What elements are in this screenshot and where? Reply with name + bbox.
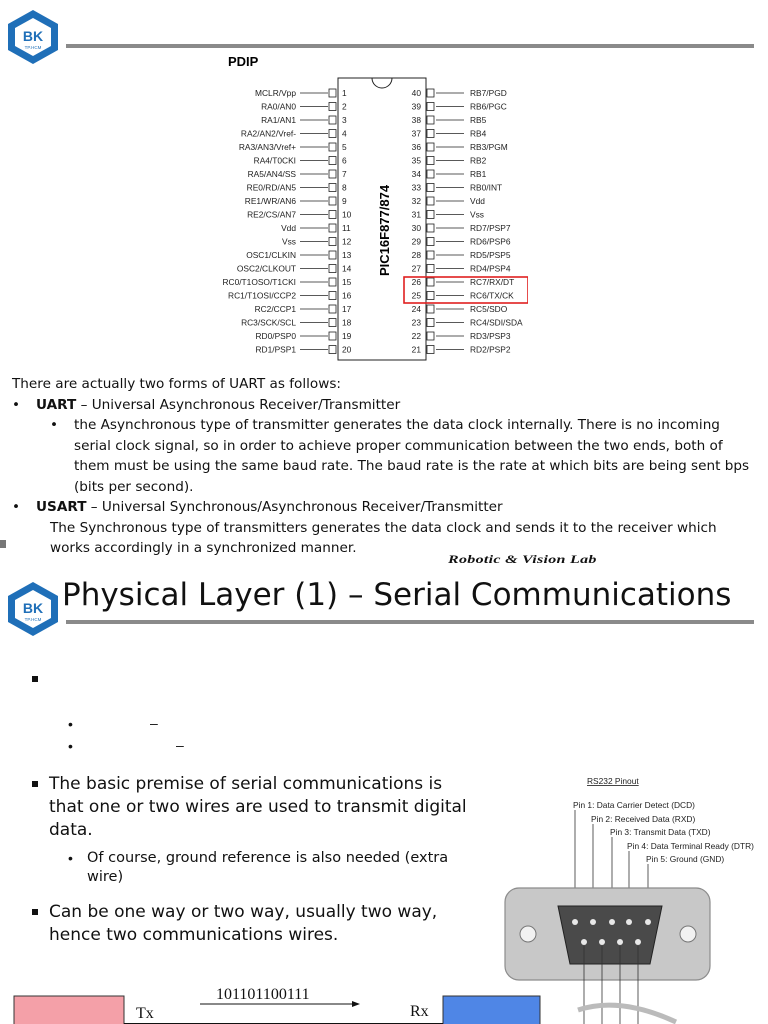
right-pin-number: 34 bbox=[411, 169, 421, 179]
pin-pad bbox=[427, 305, 434, 313]
bk-logo-svg bbox=[4, 580, 62, 638]
left-pin-label: OSC1/CLKIN bbox=[246, 250, 296, 260]
text-line: data. bbox=[49, 820, 93, 840]
pin-pad bbox=[427, 130, 434, 138]
right-pin-number: 40 bbox=[411, 88, 421, 98]
right-pin-number: 33 bbox=[411, 182, 421, 193]
logo-text: BK bbox=[22, 28, 44, 44]
usart-term: USART bbox=[36, 499, 87, 515]
right-pin-label: RD5/PSP5 bbox=[470, 250, 511, 260]
pin-pad bbox=[329, 224, 336, 232]
uart-sub-line: them must be using the same baud rate. The baud rate is the rate at which bits are being sent bps bbox=[74, 458, 750, 474]
right-pin-number: 37 bbox=[411, 128, 421, 139]
uart-sub-line: serial clock signal, so in order to achieve proper communication between the two ends, both of bbox=[74, 437, 723, 454]
right-pin-number: 23 bbox=[411, 317, 421, 328]
pin-pad bbox=[427, 292, 434, 300]
left-pin-number: 17 bbox=[342, 304, 352, 314]
logo-subtext: TP.HCM bbox=[24, 45, 42, 50]
pin-pad bbox=[329, 305, 336, 313]
usart-definition: – Universal Synchronous/Asynchronous Receiver/Transmitter bbox=[86, 499, 503, 515]
right-pin-number: 21 bbox=[411, 344, 421, 355]
uart-sub-bullet bbox=[12, 415, 760, 497]
right-pin-label: RB0/INT bbox=[470, 182, 503, 193]
right-pin-number: 27 bbox=[411, 263, 421, 274]
bit-stream: 101101100111 bbox=[216, 986, 310, 1003]
rs232-pin-5: Pin 5: Ground (GND) bbox=[646, 854, 725, 864]
right-pin-number: 22 bbox=[411, 331, 421, 341]
right-pin-label: RB6/PGC bbox=[470, 101, 507, 112]
pin-pad bbox=[329, 292, 336, 300]
pin-pad bbox=[427, 238, 434, 246]
right-pin-label: RD2/PSP2 bbox=[470, 344, 511, 355]
serial-transfer-illustration bbox=[0, 980, 560, 1024]
left-pin-number: 14 bbox=[342, 263, 352, 274]
uart-definition: – Universal Asynchronous Receiver/Transmitter bbox=[76, 396, 401, 413]
two-way-text bbox=[49, 901, 437, 947]
left-pin-label: RD0/PSP0 bbox=[255, 331, 296, 341]
left-pin-number: 8 bbox=[342, 182, 347, 193]
right-pin-label: RB7/PGD bbox=[470, 88, 507, 98]
logo-text: BK bbox=[22, 600, 44, 616]
pin-pad bbox=[427, 157, 434, 165]
left-pin-number: 15 bbox=[342, 277, 352, 287]
pin-pad bbox=[427, 103, 434, 111]
left-pin-label: RA1/AN1 bbox=[261, 115, 296, 125]
right-pin-number: 30 bbox=[411, 223, 421, 233]
right-pin-number: 39 bbox=[411, 101, 421, 112]
right-pin-label: RB2 bbox=[470, 155, 487, 166]
left-pin-label: Vdd bbox=[281, 223, 296, 233]
right-pin-label: RC4/SDI/SDA bbox=[470, 317, 523, 328]
uart-sub-line: (bits per second). bbox=[74, 478, 194, 495]
right-pin-label: RC7/RX/DT bbox=[470, 277, 515, 287]
uart-description bbox=[12, 374, 760, 559]
empty-dash: – bbox=[150, 715, 158, 731]
pic-pinout-diagram bbox=[216, 48, 528, 362]
txrx-svg bbox=[0, 980, 560, 1024]
left-pin-number: 6 bbox=[342, 155, 347, 166]
text-line: Can be one way or two way, usually two way, bbox=[49, 902, 438, 922]
left-pin-label: RD1/PSP1 bbox=[255, 344, 296, 355]
left-pin-label: RA4/T0CKI bbox=[253, 155, 296, 166]
left-pin-number: 16 bbox=[342, 290, 352, 301]
right-pin-number: 28 bbox=[411, 250, 421, 260]
title-divider bbox=[66, 620, 754, 624]
pin-pad bbox=[427, 224, 434, 232]
ground-reference-text bbox=[87, 849, 448, 887]
cable-curve bbox=[578, 1005, 676, 1022]
left-pin-number: 7 bbox=[342, 169, 347, 179]
right-pin-number: 32 bbox=[411, 196, 421, 206]
left-pin-label: RC0/T1OSO/T1CKI bbox=[222, 277, 296, 287]
left-pin-label: RE1/WR/AN6 bbox=[244, 196, 296, 206]
uart-term: UART bbox=[36, 396, 77, 413]
text-line: wire) bbox=[87, 869, 124, 885]
left-pin-number: 18 bbox=[342, 317, 352, 328]
bk-logo-svg bbox=[4, 8, 62, 66]
rx-label: Rx bbox=[410, 1003, 429, 1020]
right-pin-label: RB3/PGM bbox=[470, 142, 508, 152]
right-pin-label: RD3/PSP3 bbox=[470, 331, 511, 341]
receiver-box bbox=[443, 996, 540, 1024]
pin-pad bbox=[329, 332, 336, 340]
left-pin-label: RC1/T1OSI/CCP2 bbox=[228, 290, 296, 301]
left-pin-label: RE0/RD/AN5 bbox=[246, 182, 296, 193]
empty-dash: – bbox=[176, 737, 184, 753]
pin-pad bbox=[329, 184, 336, 192]
text-line: Of course, ground reference is also needed (extra bbox=[87, 850, 449, 866]
right-pin-number: 24 bbox=[411, 304, 421, 314]
right-pin-number: 38 bbox=[411, 115, 421, 125]
pin-pad bbox=[427, 143, 434, 151]
left-pin-label: RA2/AN2/Vref- bbox=[240, 128, 296, 139]
pinout-svg bbox=[216, 48, 528, 362]
pin-pad bbox=[329, 197, 336, 205]
pin-pad bbox=[427, 170, 434, 178]
usart-line: works accordingly in a synchronized manner. bbox=[50, 540, 357, 556]
pin-pad bbox=[427, 319, 434, 327]
uart-sub-line: the Asynchronous type of transmitter generates the data clock internally. There is no incoming bbox=[74, 417, 720, 433]
transmitter-box bbox=[14, 996, 124, 1024]
bullet-dot: • bbox=[68, 850, 73, 866]
left-pin-label: OSC2/CLKOUT bbox=[236, 263, 296, 274]
left-pin-number: 4 bbox=[342, 128, 347, 139]
pin-pad bbox=[329, 130, 336, 138]
left-pin-label: RC2/CCP1 bbox=[254, 304, 296, 314]
left-pin-number: 10 bbox=[342, 209, 352, 220]
left-pin-number: 20 bbox=[342, 344, 352, 355]
left-pin-number: 12 bbox=[342, 236, 352, 247]
left-pin-label: MCLR/Vpp bbox=[255, 88, 296, 98]
pin-pad bbox=[427, 346, 434, 354]
university-logo bbox=[4, 8, 62, 66]
square-bullet bbox=[32, 676, 38, 682]
pin-pad bbox=[427, 197, 434, 205]
bullet-dot: • bbox=[12, 499, 21, 515]
pin-pad bbox=[329, 170, 336, 178]
db9-socket bbox=[558, 906, 662, 964]
pin-pad bbox=[427, 116, 434, 124]
pin-pad bbox=[427, 265, 434, 273]
pin-pad bbox=[427, 184, 434, 192]
pin-pad bbox=[427, 278, 434, 286]
uart-bullet bbox=[12, 395, 760, 416]
left-pin-number: 9 bbox=[342, 196, 347, 206]
university-logo bbox=[4, 580, 62, 638]
right-pin-label: RB4 bbox=[470, 128, 487, 139]
right-pin-label: RB5 bbox=[470, 115, 487, 125]
arrow-head bbox=[352, 1001, 360, 1007]
chip-label: PIC16F877/874 bbox=[377, 184, 392, 276]
bullet-dot: • bbox=[68, 738, 73, 754]
left-pin-label: RA3/AN3/Vref+ bbox=[238, 142, 296, 152]
usart-line: The Synchronous type of transmitters generates the data clock and sends it to the receiver which bbox=[50, 519, 717, 536]
right-pin-label: RD6/PSP6 bbox=[470, 236, 511, 247]
right-pin-number: 29 bbox=[411, 236, 421, 247]
bullet-dot: • bbox=[68, 716, 73, 732]
text-line: hence two communications wires. bbox=[49, 925, 339, 945]
rs232-pin-3: Pin 3: Transmit Data (TXD) bbox=[610, 827, 711, 837]
pin-pad bbox=[427, 332, 434, 340]
left-pin-label: Vss bbox=[282, 236, 296, 247]
slide-title: Physical Layer (1) – Serial Communications bbox=[62, 577, 732, 613]
bullet-dot: • bbox=[50, 417, 59, 433]
right-pin-label: Vdd bbox=[470, 196, 485, 206]
pin-pad bbox=[329, 238, 336, 246]
left-pin-label: RA0/AN0 bbox=[261, 101, 296, 112]
right-pin-label: RD4/PSP4 bbox=[470, 263, 511, 274]
right-pin-number: 36 bbox=[411, 142, 421, 152]
right-pin-number: 35 bbox=[411, 155, 421, 166]
pin-pad bbox=[329, 265, 336, 273]
pin-pad bbox=[329, 116, 336, 124]
uart-intro: There are actually two forms of UART as follows: bbox=[12, 376, 341, 392]
left-pin-label: RA5/AN4/SS bbox=[247, 169, 296, 179]
slide-edge-mark bbox=[0, 540, 6, 548]
right-pin-label: RC6/TX/CK bbox=[470, 290, 514, 301]
right-pin-number: 26 bbox=[411, 277, 421, 287]
text-line: The basic premise of serial communications is bbox=[49, 774, 443, 794]
left-pin-number: 3 bbox=[342, 115, 347, 125]
square-bullet bbox=[32, 909, 38, 915]
tx-label: Tx bbox=[136, 1005, 154, 1022]
left-pin-number: 5 bbox=[342, 142, 347, 152]
rs232-pin-1: Pin 1: Data Carrier Detect (DCD) bbox=[573, 800, 695, 810]
rs232-pin-2: Pin 2: Received Data (RXD) bbox=[591, 814, 696, 824]
left-pin-number: 19 bbox=[342, 331, 352, 341]
right-pin-label: RC5/SDO bbox=[470, 304, 508, 314]
left-pin-label: RE2/CS/AN7 bbox=[247, 209, 296, 220]
rs232-title: RS232 Pinout bbox=[587, 776, 639, 786]
text-line: that one or two wires are used to transmit digital bbox=[49, 797, 467, 817]
left-pin-number: 13 bbox=[342, 250, 352, 260]
square-bullet bbox=[32, 781, 38, 787]
pin-pad bbox=[427, 89, 434, 97]
bullet-dot: • bbox=[12, 396, 21, 413]
pin-pad bbox=[329, 211, 336, 219]
pin-pad bbox=[329, 143, 336, 151]
pin-pad bbox=[329, 319, 336, 327]
right-pin-label: Vss bbox=[470, 209, 484, 220]
usart-bullet bbox=[12, 497, 760, 518]
serial-premise-text bbox=[49, 773, 467, 842]
pin-pad bbox=[427, 251, 434, 259]
rs232-pin-4: Pin 4: Data Terminal Ready (DTR) bbox=[627, 841, 754, 851]
pin-pad bbox=[329, 278, 336, 286]
pin-pad bbox=[329, 157, 336, 165]
pin-pad bbox=[329, 103, 336, 111]
pin-pad bbox=[329, 251, 336, 259]
screw-hole-left bbox=[520, 926, 536, 942]
pin-pad bbox=[427, 211, 434, 219]
right-pin-number: 31 bbox=[411, 209, 421, 220]
left-pin-number: 11 bbox=[342, 223, 351, 233]
pin-pad bbox=[329, 346, 336, 354]
package-label: PDIP bbox=[228, 54, 259, 69]
logo-subtext: TP.HCM bbox=[24, 617, 42, 622]
lab-label: Robotic & Vision Lab bbox=[448, 553, 597, 566]
right-pin-number: 25 bbox=[411, 290, 421, 301]
left-pin-number: 2 bbox=[342, 101, 347, 112]
left-pin-label: RC3/SCK/SCL bbox=[241, 317, 296, 328]
left-pin-number: 1 bbox=[342, 88, 347, 98]
screw-hole-right bbox=[680, 926, 696, 942]
pin-pad bbox=[329, 89, 336, 97]
right-pin-label: RD7/PSP7 bbox=[470, 223, 511, 233]
right-pin-label: RB1 bbox=[470, 169, 487, 179]
